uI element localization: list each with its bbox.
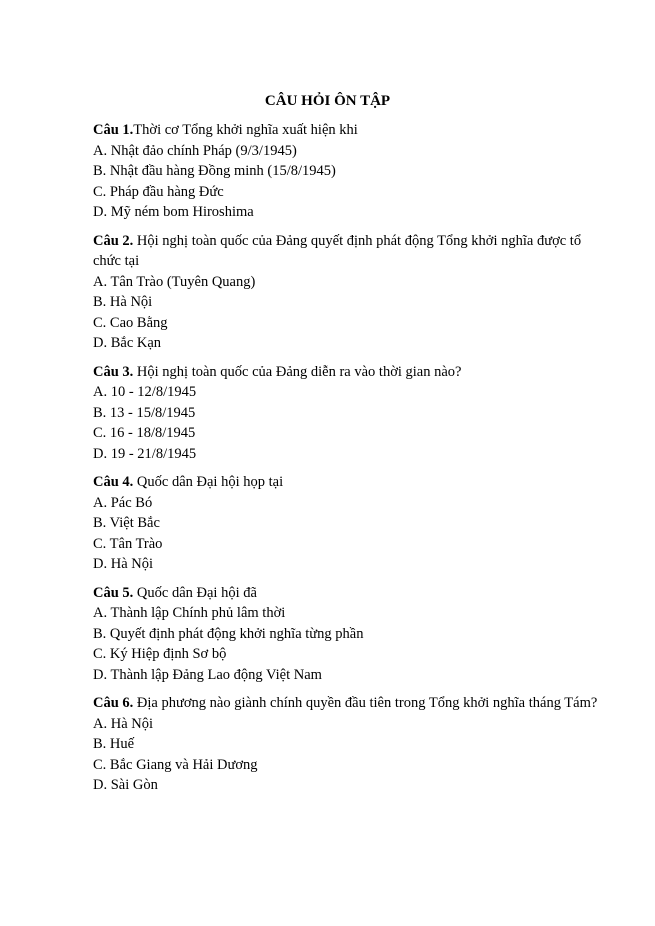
- question-6: [93, 693, 603, 796]
- question-2: [93, 231, 603, 354]
- question-text: Thời cơ Tổng khởi nghĩa xuất hiện khi: [133, 122, 358, 138]
- question-4: [93, 472, 603, 575]
- answer-option: C. Bắc Giang và Hải Dương: [93, 756, 258, 773]
- answer-option: C. Cao Bằng: [93, 314, 168, 331]
- answer-option: C. 16 - 18/8/1945: [93, 425, 196, 441]
- question-5: [93, 583, 603, 686]
- answer-option: B. Hà Nội: [93, 294, 153, 310]
- question-text: Quốc dân Đại hội họp tại: [133, 474, 284, 490]
- question-stem: [93, 583, 603, 604]
- question-3: [93, 362, 603, 465]
- question-stem: [93, 693, 603, 714]
- answer-option: D. Mỹ ném bom Hiroshima: [93, 204, 254, 220]
- page-title: CÂU HỎI ÔN TẬP: [264, 93, 391, 109]
- answer-option: C. Tân Trào: [93, 535, 163, 552]
- question-stem: [93, 231, 603, 272]
- answer-option: A. Thành lập Chính phủ lâm thời: [93, 605, 286, 621]
- question-stem: [93, 120, 603, 141]
- answer-option: B. Quyết định phát động khởi nghĩa từng phần: [93, 625, 364, 642]
- question-number: Câu 1.: [93, 122, 134, 138]
- answer-option: A. Tân Trào (Tuyên Quang): [93, 273, 256, 290]
- answer-option: C. Ký Hiệp định Sơ bộ: [93, 646, 227, 662]
- question-text: Quốc dân Đại hội đã: [133, 584, 257, 601]
- question-number: Câu 2.: [93, 232, 134, 249]
- question-number: Câu 6.: [93, 695, 134, 711]
- answer-option: C. Pháp đầu hàng Đức: [93, 183, 224, 200]
- answer-option: D. Sài Gòn: [93, 777, 158, 793]
- answer-option: D. Thành lập Đảng Lao động Việt Nam: [93, 666, 322, 683]
- question-number: Câu 4.: [93, 474, 134, 490]
- question-text: Địa phương nào giành chính quyền đầu tiên trong Tổng khởi nghĩa tháng Tám?: [133, 695, 598, 711]
- answer-option: D. 19 - 21/8/1945: [93, 445, 197, 462]
- answer-option: B. 13 - 15/8/1945: [93, 404, 196, 421]
- answer-option: B. Huế: [93, 736, 135, 752]
- question-number: Câu 3.: [93, 363, 134, 380]
- answer-option: D. Bắc Kạn: [93, 335, 162, 351]
- question-1: [93, 120, 603, 223]
- question-text: Hội nghị toàn quốc của Đảng quyết định phát động Tổng khởi nghĩa được tổ chức tại: [93, 232, 582, 269]
- question-stem: [93, 472, 603, 493]
- answer-option: D. Hà Nội: [93, 556, 154, 572]
- question-text: Hội nghị toàn quốc của Đảng diễn ra vào thời gian nào?: [133, 363, 462, 380]
- question-number: Câu 5.: [93, 584, 134, 601]
- answer-option: B. Việt Bắc: [93, 515, 160, 531]
- answer-option: A. 10 - 12/8/1945: [93, 384, 197, 400]
- answer-option: B. Nhật đầu hàng Đồng minh (15/8/1945): [93, 163, 336, 179]
- answer-option: A. Nhật đảo chính Pháp (9/3/1945): [93, 142, 297, 159]
- question-stem: [93, 362, 603, 383]
- answer-option: A. Hà Nội: [93, 715, 154, 732]
- answer-option: A. Pác Bó: [93, 494, 153, 511]
- question-list: [93, 120, 603, 804]
